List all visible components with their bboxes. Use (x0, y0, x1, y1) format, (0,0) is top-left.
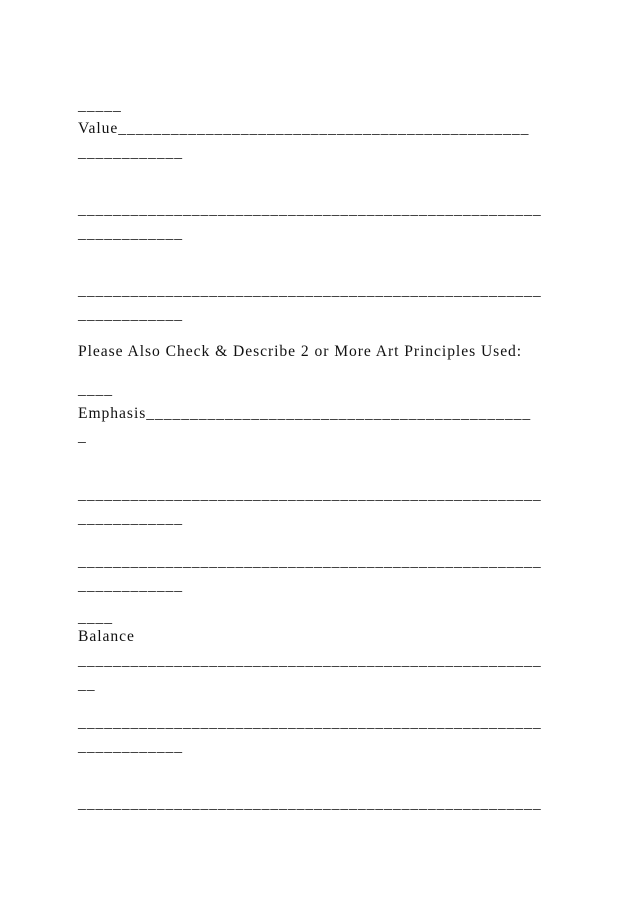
blank-line: _____________________________________________________ (78, 652, 542, 669)
blank-line: __ (78, 676, 96, 693)
blank-line: ____ (78, 609, 113, 626)
balance-label: Balance (78, 628, 135, 645)
blank-line: ____________ (78, 144, 183, 161)
blank-line: _____________________________________________________ (78, 486, 542, 503)
blank-line: ____________ (78, 225, 183, 242)
instruction-heading: Please Also Check & Describe 2 or More Art Principles Used: (78, 343, 523, 360)
blank-line: ____________ (78, 306, 183, 323)
blank-line: ____________ (78, 510, 183, 527)
emphasis-line: Emphasis____________________________________________ (78, 405, 532, 422)
blank-line: _____________________________________________________ (78, 201, 542, 218)
blank-line: _____________________________________________________ (78, 795, 542, 812)
blank-line: _____________________________________________________ (78, 714, 542, 731)
value-line: Value_______________________________________________ (78, 120, 530, 137)
blank-line: ____________ (78, 738, 183, 755)
blank-line: _____________________________________________________ (78, 282, 542, 299)
blank-line: ____________ (78, 577, 183, 594)
blank-line: _____ (78, 97, 122, 114)
blank-line: ____ (78, 381, 113, 398)
blank-line: _ (78, 428, 87, 445)
blank-line: _____________________________________________________ (78, 553, 542, 570)
